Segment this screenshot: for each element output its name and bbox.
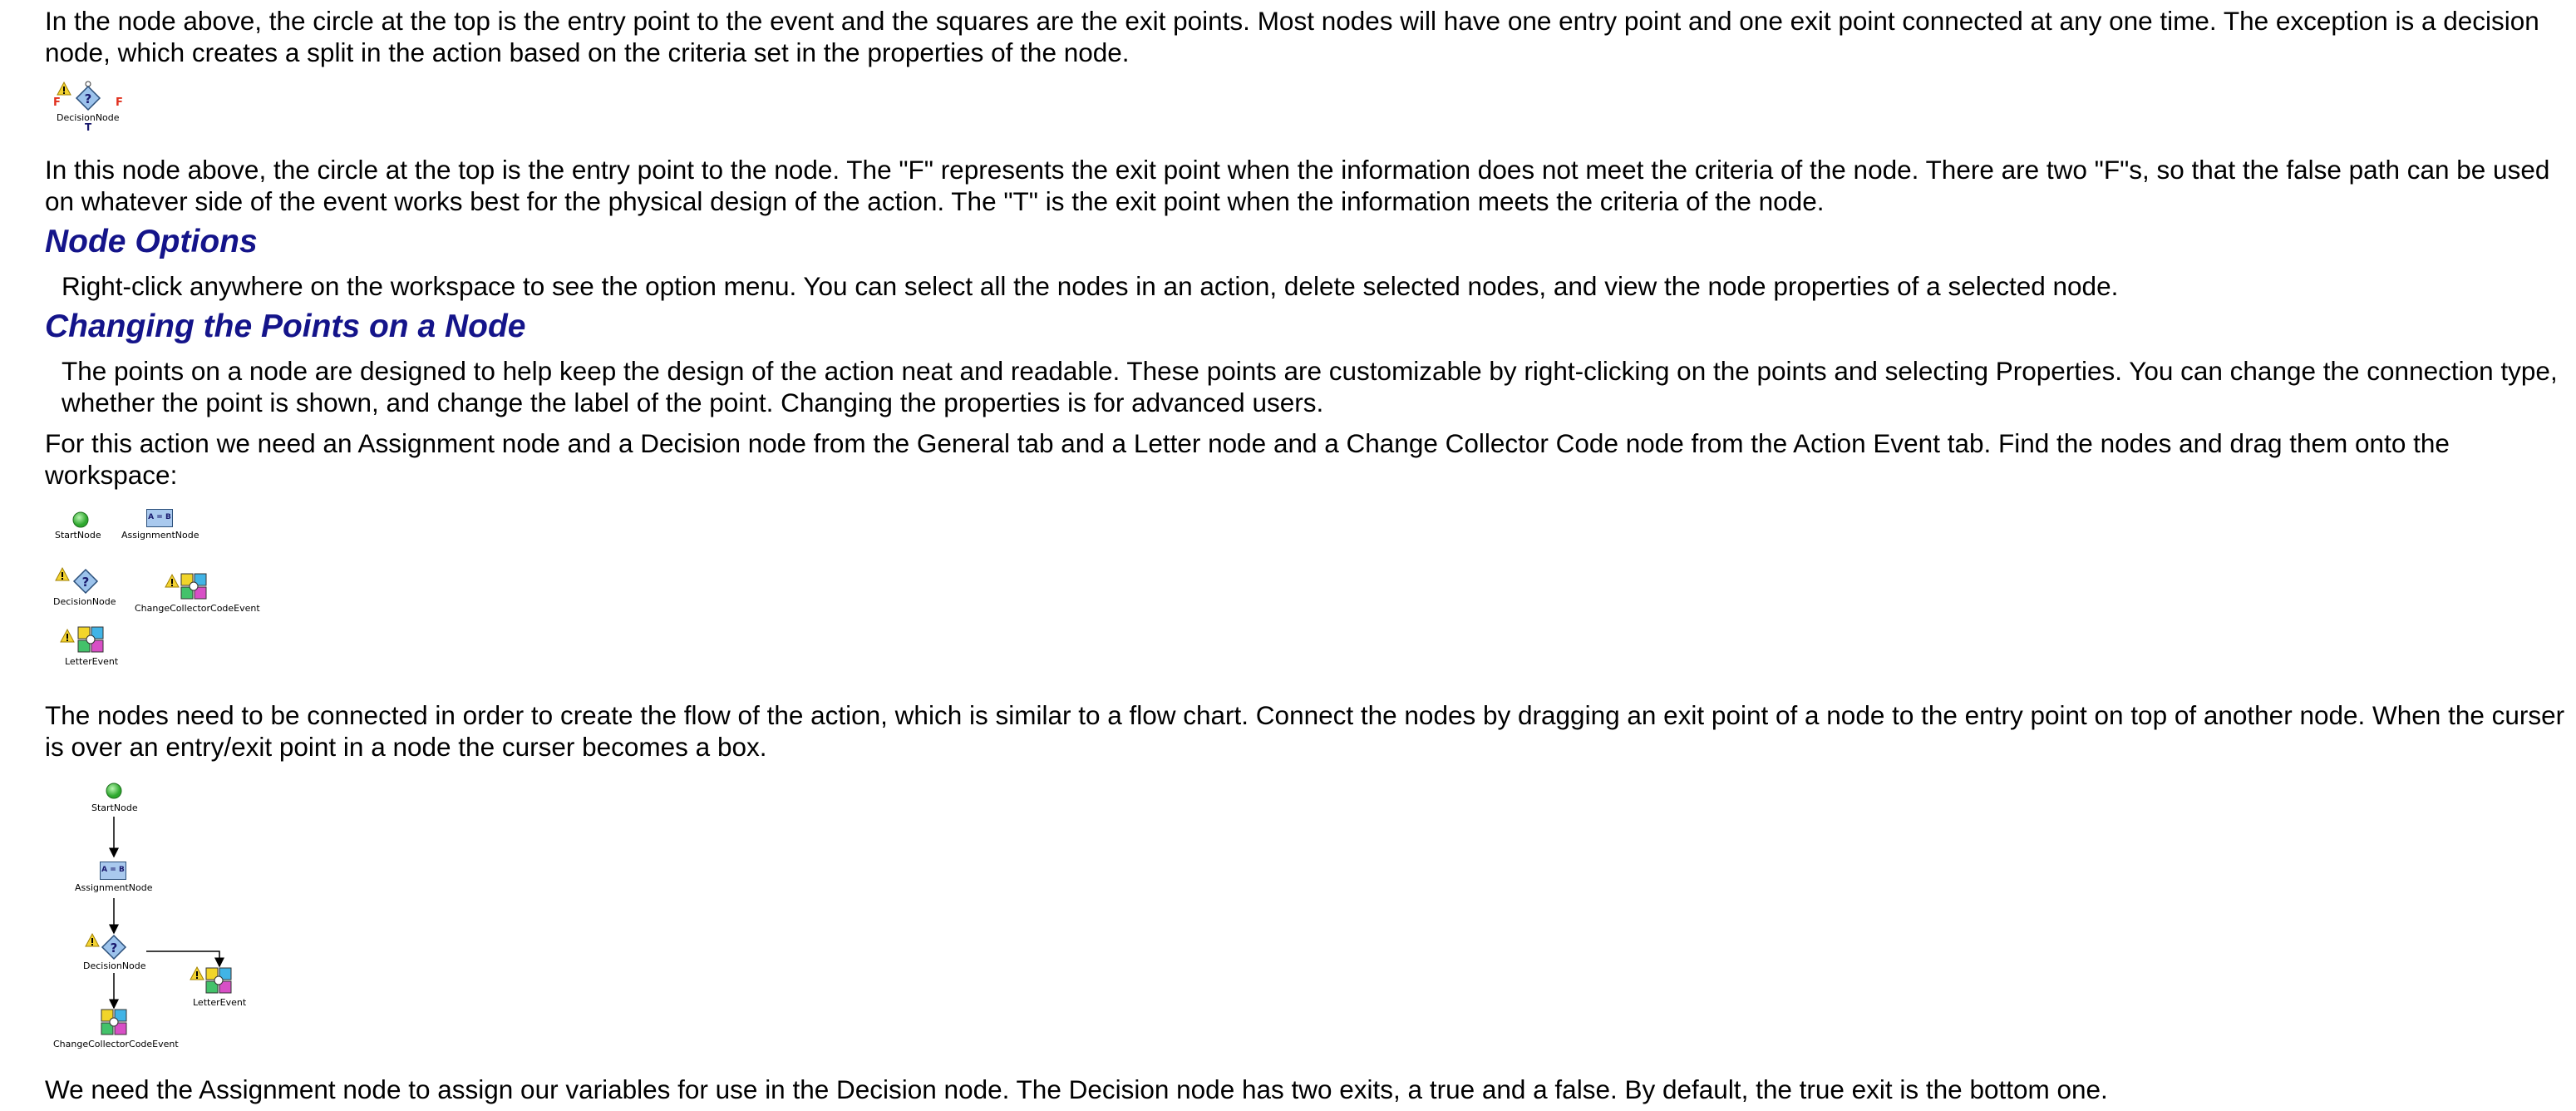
flow-connectors xyxy=(0,0,266,1064)
decision-glyph: ? xyxy=(110,941,118,955)
letter-node-label: LetterEvent xyxy=(193,997,247,1008)
decision-glyph: ? xyxy=(84,91,92,106)
false-exit-label-left: F xyxy=(53,96,61,109)
arrow-icon xyxy=(146,951,219,966)
event-puzzle-icon xyxy=(204,966,234,996)
true-exit-label: T xyxy=(85,121,92,133)
assignment-node-label: AssignmentNode xyxy=(121,530,199,541)
decision-glyph: ? xyxy=(81,575,90,590)
change-collector-node-label: ChangeCollectorCodeEvent xyxy=(135,603,260,614)
decision-diamond-icon xyxy=(100,933,128,961)
node-options-heading: Node Options xyxy=(45,224,258,259)
decision-node-label: DecisionNode xyxy=(53,596,116,607)
start-circle-icon xyxy=(105,782,123,800)
assignment-purpose-paragraph: We need the Assignment node to assign our variables for use in the Decision node. The Decision node has two exits, a true and a false. By default, the true exit is the bottom one. xyxy=(45,1074,2108,1104)
letter-node-label: LetterEvent xyxy=(65,656,119,667)
intro-paragraph: In the node above, the circle at the top is the entry point to the event and the squares are the exit points. Most nodes will have one entry point and one exit point connected at any one time. The exception is a decision node, which creates a split in the action based on the criteria set in the properties of the node. xyxy=(45,6,2539,67)
assignment-node-label: AssignmentNode xyxy=(75,882,153,893)
warning-icon xyxy=(190,966,204,981)
warning-icon xyxy=(85,933,100,948)
decision-node-label: DecisionNode xyxy=(83,960,146,971)
decision-explain-paragraph: In this node above, the circle at the top is the entry point to the node. The "F" represents the exit point when the information does not meet the criteria of the node. There are two "F"s, so that the false path can be used on whatever side of the event works best for the physical design of the action. The "T" is the exit point when the information meets the criteria of the node. xyxy=(45,155,2550,216)
assignment-box-icon: A = B xyxy=(100,862,126,880)
start-node-label: StartNode xyxy=(55,530,101,541)
node-options-paragraph: Right-click anywhere on the workspace to see the option menu. You can select all the nodes in an action, delete selected nodes, and view the node properties of a selected node. xyxy=(62,271,2119,301)
change-collector-node-label: ChangeCollectorCodeEvent xyxy=(53,1039,179,1049)
assignment-box-icon: A = B xyxy=(146,509,173,527)
changing-points-heading: Changing the Points on a Node xyxy=(45,309,526,344)
changing-points-paragraph: The points on a node are designed to help keep the design of the action neat and readable. These points are customizable by right-clicking on the points and selecting Properties. You can change the connection type, whether the point is shown, and change the label of the point. Changing the properties is for advanced users. xyxy=(62,356,2558,417)
connect-nodes-paragraph: The nodes need to be connected in order to create the flow of the action, which is similar to a flow chart. Connect the nodes by dragging an exit point of a node to the entry point on top of another node. When the curser is over an entry/exit point in a node the curser becomes a box. xyxy=(45,700,2565,762)
start-node-label: StartNode xyxy=(91,802,138,813)
false-exit-label-right: F xyxy=(116,96,123,109)
action-nodes-paragraph: For this action we need an Assignment node and a Decision node from the General tab and a Letter node and a Change Collector Code node from the Action Event tab. Find the nodes and drag them onto the workspace: xyxy=(45,428,2450,490)
decision-node-label: DecisionNode xyxy=(57,112,120,123)
event-puzzle-icon xyxy=(100,1008,130,1038)
